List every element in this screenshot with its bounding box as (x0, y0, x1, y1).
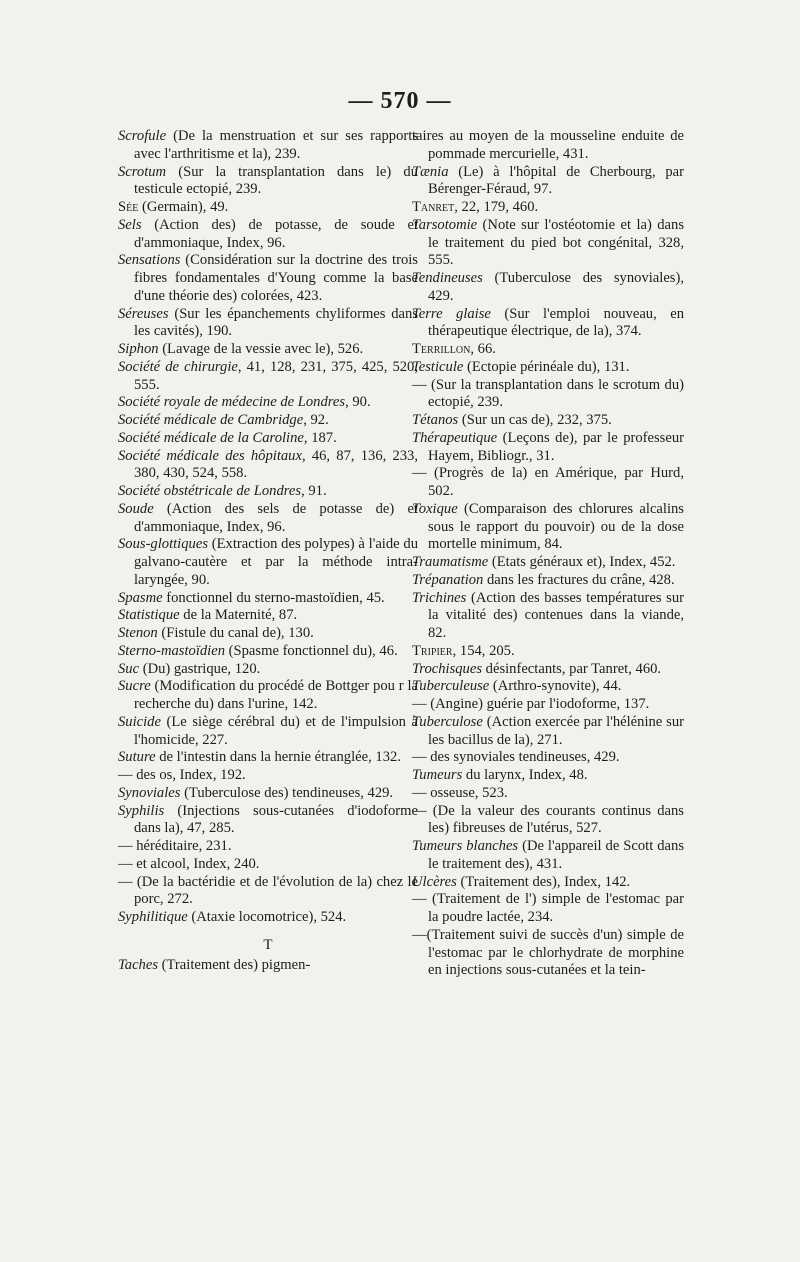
entry-text: , 92. (303, 412, 329, 428)
index-entry (118, 430, 418, 448)
entry-term: Testicule (412, 358, 464, 375)
index-entry (412, 803, 684, 839)
entry-text: (Traitement des), Index, 142. (456, 873, 631, 890)
entry-term: Sensations (118, 252, 181, 269)
index-entry (118, 767, 418, 785)
entry-text: (Extraction des polypes) à l'aide du galvano-cautère et par la méthode intra-laryngée, 90. (134, 536, 418, 588)
index-entry (412, 714, 684, 750)
entry-text: (Action des basses températures sur la vitalité des) contenues dans la viande, 82. (428, 589, 684, 641)
entry-term: Société obstétricale de Londres (118, 483, 302, 499)
index-entry (412, 501, 684, 554)
entry-term: Trochisques (412, 660, 483, 677)
entry-text: — (Sur la transplantation dans le scrotum du) ectopié, 239. (412, 376, 684, 411)
entry-term: Société royale de médecine de Londres (118, 394, 346, 411)
index-entry (118, 394, 418, 412)
entry-term: Tarsotomie (412, 216, 478, 233)
index-entry (118, 625, 418, 643)
entry-term: Sous-glottiques (118, 536, 208, 553)
index-entry (412, 128, 684, 164)
index-entry (118, 199, 418, 217)
entry-text: (Note sur l'ostéotomie et la) dans le traitement du pied bot congénital, 328, 555. (428, 216, 684, 269)
index-entry (118, 483, 418, 501)
entry-term: Terre glaise (412, 305, 491, 322)
entry-term: Trichines (412, 589, 467, 606)
index-entry (412, 217, 684, 270)
entry-text: (De la menstruation et sur ses rapports avec l'arthritisme et la), 239. (134, 128, 418, 162)
entry-term: Société médicale de la Caroline (118, 429, 304, 446)
entry-text: du larynx, Index, 48. (462, 767, 588, 783)
entry-text: — (De la valeur des courants continus dans les) fibreuses de l'utérus, 527. (412, 802, 684, 837)
entry-text: (Sur les épanchements chyliformes dans les cavités), 190. (134, 305, 418, 340)
entry-term: Toxique (412, 500, 458, 517)
page-number: — 570 — (348, 88, 452, 114)
entry-text: (Action des sels de potasse de) et d'ammoniaque, Index, 96. (134, 500, 418, 535)
index-entry (412, 838, 684, 874)
entry-text: (Fistule du canal de), 130. (157, 625, 314, 641)
index-entry (118, 252, 418, 305)
index-entry (412, 377, 684, 413)
entry-text: fonctionnel du sterno-mastoïdien, 45. (162, 589, 385, 606)
entry-text: — osseuse, 523. (412, 784, 508, 801)
entry-text: —(Traitement suivi de succès d'un) simple de l'estomac par le chlorhydrate de morphine en injections sous-cutanées et la tein- (412, 926, 684, 979)
index-entry (118, 590, 418, 608)
index-entry (412, 306, 684, 342)
entry-text: (Action des) de potasse, de soude et d'ammoniaque, Index, 96. (134, 216, 418, 251)
index-entry (118, 856, 418, 874)
entry-term: Trépanation (412, 571, 484, 588)
entry-text: (De l'appareil de Scott dans le traitement des), 431. (428, 838, 684, 872)
entry-text: , 91. (301, 483, 327, 499)
entry-term: Tétanos (412, 412, 459, 428)
index-entry (412, 767, 684, 785)
entry-term: Suc (118, 660, 140, 677)
index-entry (118, 448, 418, 484)
index-entry (118, 359, 418, 395)
entry-term: Stenon (118, 625, 158, 641)
entry-term: Synoviales (118, 784, 181, 801)
entry-text: , 187. (303, 429, 337, 446)
index-entry (412, 874, 684, 892)
index-entry (118, 785, 418, 803)
index-entry (118, 341, 418, 359)
index-entry (412, 643, 684, 661)
index-entry (118, 714, 418, 750)
section-letter: T (263, 936, 273, 953)
index-entry (412, 465, 684, 501)
entry-author: Tripier (412, 642, 453, 659)
entry-text: (Sur l'emploi nouveau, en thérapeutique électrique, de la), 374. (428, 305, 684, 340)
entry-text: , 41, 128, 231, 375, 425, 520, 555. (134, 358, 418, 393)
entry-text: (Action exercée par l'hélénine sur les bacillus de la), 271. (428, 713, 684, 748)
entry-text: (Arthro-synovite), 44. (489, 678, 622, 695)
entry-text: dans les fractures du crâne, 428. (483, 571, 675, 588)
entry-author: Sée (118, 199, 139, 215)
entry-text: (Etats généraux et), Index, 452. (488, 554, 676, 570)
index-entry (118, 501, 418, 537)
index-entry (412, 785, 684, 803)
entry-term: Syphilis (118, 802, 165, 819)
entry-text: (Leçons de), par le professeur Hayem, Bibliogr., 31. (428, 429, 684, 464)
entry-text: (Injections sous-cutanées d'iodoforme dans la), 47, 285. (134, 802, 418, 837)
index-entry (118, 678, 418, 714)
index-entry (412, 927, 684, 980)
entry-term: Traumatisme (412, 554, 489, 570)
entry-term: Spasme (118, 589, 163, 606)
entry-term: Sterno-mastoïdien (118, 642, 226, 659)
entry-term: Sels (118, 216, 142, 233)
entry-text: (Du) gastrique, 120. (139, 660, 261, 677)
index-column-right (412, 128, 684, 980)
entry-text: , 22, 179, 460. (454, 199, 539, 215)
index-entry (412, 199, 684, 217)
index-entry (118, 909, 418, 927)
entry-text: , 154, 205. (452, 642, 515, 659)
entry-term: Tumeurs blanches (412, 838, 519, 854)
entry-term: Suicide (118, 713, 161, 730)
entry-text: (Le siège cérébral du) et de l'impulsion à l'homicide, 227. (134, 713, 418, 748)
index-entry (412, 572, 684, 590)
index-entry (118, 874, 418, 910)
entry-term: Société de chirurgie (118, 358, 238, 375)
index-entry (118, 217, 418, 253)
entry-text: (Considération sur la doctrine des trois fibres fondamentales d'Young comme la base d'une théorie des) colorées, 423. (134, 252, 418, 304)
index-entry (118, 306, 418, 342)
entry-text: — et alcool, Index, 240. (118, 855, 260, 872)
entry-term: Sucre (118, 678, 151, 695)
entry-term: Tuberculeuse (412, 678, 490, 695)
entry-term: Siphon (118, 341, 159, 357)
entry-text: — (Traitement de l') simple de l'estomac par la poudre lactée, 234. (412, 891, 684, 925)
entry-term: Soude (118, 500, 154, 517)
index-entry (118, 164, 418, 200)
entry-text: — (Angine) guérie par l'iodoforme, 137. (412, 696, 650, 712)
entry-text: taires au moyen de la mousseline enduite de pommade mercurielle, 431. (412, 128, 684, 162)
entry-text: (Ataxie locomotrice), 524. (187, 909, 347, 925)
entry-text: de la Maternité, 87. (179, 607, 298, 624)
entry-term: Suture (118, 749, 156, 766)
entry-text: — (De la bactéridie et de l'évolution de la) chez le porc, 272. (118, 873, 418, 908)
index-entry (412, 678, 684, 696)
entry-term: Scrotum (118, 163, 167, 180)
entry-term: Taches (118, 956, 159, 973)
entry-text: , 66. (470, 341, 496, 357)
entry-text: (Lavage de la vessie avec le), 526. (158, 341, 364, 357)
entry-text: , 46, 87, 136, 233, 380, 430, 524, 558. (134, 447, 419, 482)
index-entry (118, 536, 418, 589)
index-entry (412, 891, 684, 927)
index-entry (412, 430, 684, 466)
entry-text: (Traitement des) pigmen- (158, 956, 311, 973)
entry-text: — héréditaire, 231. (118, 838, 232, 854)
entry-term: Tænia (412, 163, 449, 180)
index-entry (118, 749, 418, 767)
entry-text: (Le) à l'hôpital de Cherbourg, par Bérenger-Féraud, 97. (428, 163, 684, 198)
entry-text: de l'intestin dans la hernie étranglée, 132. (155, 749, 401, 766)
entry-text: (Ectopie périnéale du), 131. (463, 358, 630, 375)
entry-text: , 90. (345, 394, 371, 411)
entry-text: (Comparaison des chlorures alcalins sous le rapport du pouvoir) ou de la dose mortelle minimum, 84. (428, 500, 684, 553)
entry-term: Tuberculose (412, 713, 483, 730)
index-entry (118, 803, 418, 839)
entry-term: Tumeurs (412, 767, 463, 783)
entry-term: Séreuses (118, 305, 169, 322)
entry-term: Ulcères (412, 873, 457, 890)
entry-term: Thérapeutique (412, 429, 498, 446)
index-entry (412, 359, 684, 377)
entry-term: Scrofule (118, 128, 167, 144)
index-column-left (118, 128, 418, 974)
entry-text: (Sur la transplantation dans le) du testicule ectopié, 239. (134, 163, 418, 198)
entry-term: Statistique (118, 607, 180, 624)
index-entry (412, 341, 684, 359)
entry-text: (Spasme fonctionnel du), 46. (225, 642, 398, 659)
entry-text: — des os, Index, 192. (118, 767, 246, 783)
index-entry (412, 554, 684, 572)
entry-term: Société médicale des hôpitaux (118, 447, 302, 464)
index-entry (118, 643, 418, 661)
entry-term: Syphilitique (118, 909, 188, 925)
entry-text: — (Progrès de la) en Amérique, par Hurd, 502. (412, 465, 684, 499)
entry-term: Tendineuses (412, 270, 483, 286)
index-entry (118, 838, 418, 856)
entry-text: (Tuberculose des) tendineuses, 429. (180, 784, 394, 801)
index-entry (118, 412, 418, 430)
index-entry (412, 412, 684, 430)
entry-text: (Modification du procédé de Bottger pou r la recherche du) dans l'urine, 142. (134, 678, 418, 712)
entry-author: Terrillon (412, 341, 471, 357)
index-entry (412, 749, 684, 767)
index-entry (118, 661, 418, 679)
index-entry (118, 128, 418, 164)
index-entry (412, 270, 684, 306)
entry-text: (Tuberculose des synoviales), 429. (428, 270, 684, 304)
entry-author: Tanret (412, 199, 455, 215)
index-entry (412, 164, 684, 200)
index-entry (412, 661, 684, 679)
entry-text: — des synoviales tendineuses, 429. (412, 749, 620, 766)
entry-text: (Sur un cas de), 232, 375. (458, 412, 612, 428)
entry-text: désinfectants, par Tanret, 460. (482, 660, 662, 677)
entry-term: Société médicale de Cambridge (118, 412, 304, 428)
index-entry (412, 696, 684, 714)
entry-text: (Germain), 49. (138, 199, 229, 215)
index-entry (118, 957, 418, 975)
index-entry (118, 607, 418, 625)
index-entry (412, 590, 684, 643)
